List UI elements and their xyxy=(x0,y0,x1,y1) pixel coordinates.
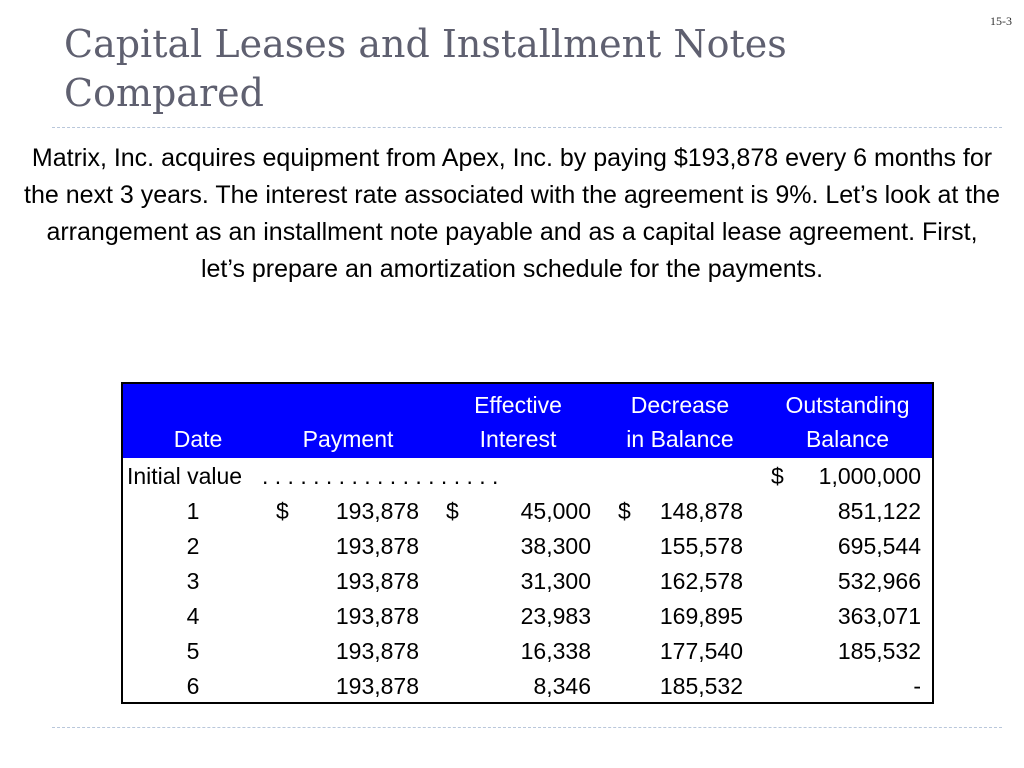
cell-date: 4 xyxy=(186,603,200,629)
cell-date: 3 xyxy=(186,568,200,594)
cell-balance: 532,966 xyxy=(837,568,921,594)
cell-interest: 8,346 xyxy=(533,673,591,699)
slide-title: Capital Leases and Installment Notes Compared xyxy=(64,22,787,115)
cell-payment: 193,878 xyxy=(335,603,419,629)
intro-paragraph: Matrix, Inc. acquires equipment from Apex, Inc. by paying $193,878 every 6 months for the next 3 years. The interest rate associated with the agreement is 9%. Let’s look at the arrangement as an installment note payable and as a capital lease agreement. First, let’s prepare an amortization schedule for the payments. xyxy=(24,144,1001,283)
table-row xyxy=(123,634,932,669)
header-payment xyxy=(278,388,418,456)
header-decrease xyxy=(605,388,755,456)
cell-date: 5 xyxy=(186,638,200,664)
amortization-table xyxy=(121,382,934,704)
table-header xyxy=(123,384,932,458)
cell-date: 1 xyxy=(186,498,200,524)
cell-interest: 23,983 xyxy=(520,603,591,629)
header-payment-line2: Payment xyxy=(302,426,394,452)
cell-decrease: 155,578 xyxy=(659,533,743,559)
cell-payment: 193,878 xyxy=(335,533,419,559)
cell-balance: - xyxy=(913,673,921,699)
cell-decrease-symbol: $ xyxy=(618,498,631,524)
header-interest-line2: Interest xyxy=(479,426,557,452)
cell-interest: 45,000 xyxy=(520,498,591,524)
initial-label: Initial value xyxy=(127,463,243,489)
cell-payment: 193,878 xyxy=(335,638,419,664)
cell-decrease: 162,578 xyxy=(659,568,743,594)
title-divider xyxy=(52,127,1002,128)
cell-balance: 363,071 xyxy=(837,603,921,629)
cell-balance: 185,532 xyxy=(837,638,921,664)
cell-decrease: 169,895 xyxy=(659,603,743,629)
initial-balance: 1,000,000 xyxy=(818,463,921,489)
cell-payment: 193,878 xyxy=(335,568,419,594)
cell-balance: 695,544 xyxy=(837,533,921,559)
cell-decrease: 177,540 xyxy=(659,638,743,664)
cell-payment: 193,878 xyxy=(335,498,419,524)
table-row xyxy=(123,669,932,704)
cell-interest: 38,300 xyxy=(520,533,591,559)
header-payment-line1 xyxy=(278,388,418,422)
cell-interest: 16,338 xyxy=(520,638,591,664)
cell-date: 2 xyxy=(186,533,200,559)
cell-interest: 31,300 xyxy=(520,568,591,594)
table-row xyxy=(123,564,932,599)
table-row xyxy=(123,529,932,564)
header-date xyxy=(138,388,258,456)
header-date-line2: Date xyxy=(173,426,223,452)
cell-decrease: 148,878 xyxy=(659,498,743,524)
initial-balance-symbol: $ xyxy=(771,463,784,489)
table-row xyxy=(123,599,932,634)
cell-interest-symbol: $ xyxy=(446,498,459,524)
cell-balance: 851,122 xyxy=(837,498,921,524)
cell-payment: 193,878 xyxy=(335,673,419,699)
header-decrease-line2: in Balance xyxy=(626,426,734,452)
cell-date: 6 xyxy=(186,673,200,699)
table-row xyxy=(123,494,932,529)
footer-divider xyxy=(52,727,1002,728)
header-balance-line1: Outstanding xyxy=(785,392,910,418)
table-row-initial xyxy=(123,459,932,494)
initial-dots: . . . . . . . . . . . . . . . . . . . xyxy=(262,463,499,489)
slide-number: 15-3 xyxy=(990,14,1012,28)
cell-decrease: 185,532 xyxy=(659,673,743,699)
header-decrease-line1: Decrease xyxy=(630,392,730,418)
header-interest-line1: Effective xyxy=(474,392,562,418)
header-interest xyxy=(443,388,593,456)
header-balance-line2: Balance xyxy=(805,426,890,452)
cell-payment-symbol: $ xyxy=(276,498,289,524)
header-balance xyxy=(765,388,930,456)
header-date-line1 xyxy=(138,388,258,422)
